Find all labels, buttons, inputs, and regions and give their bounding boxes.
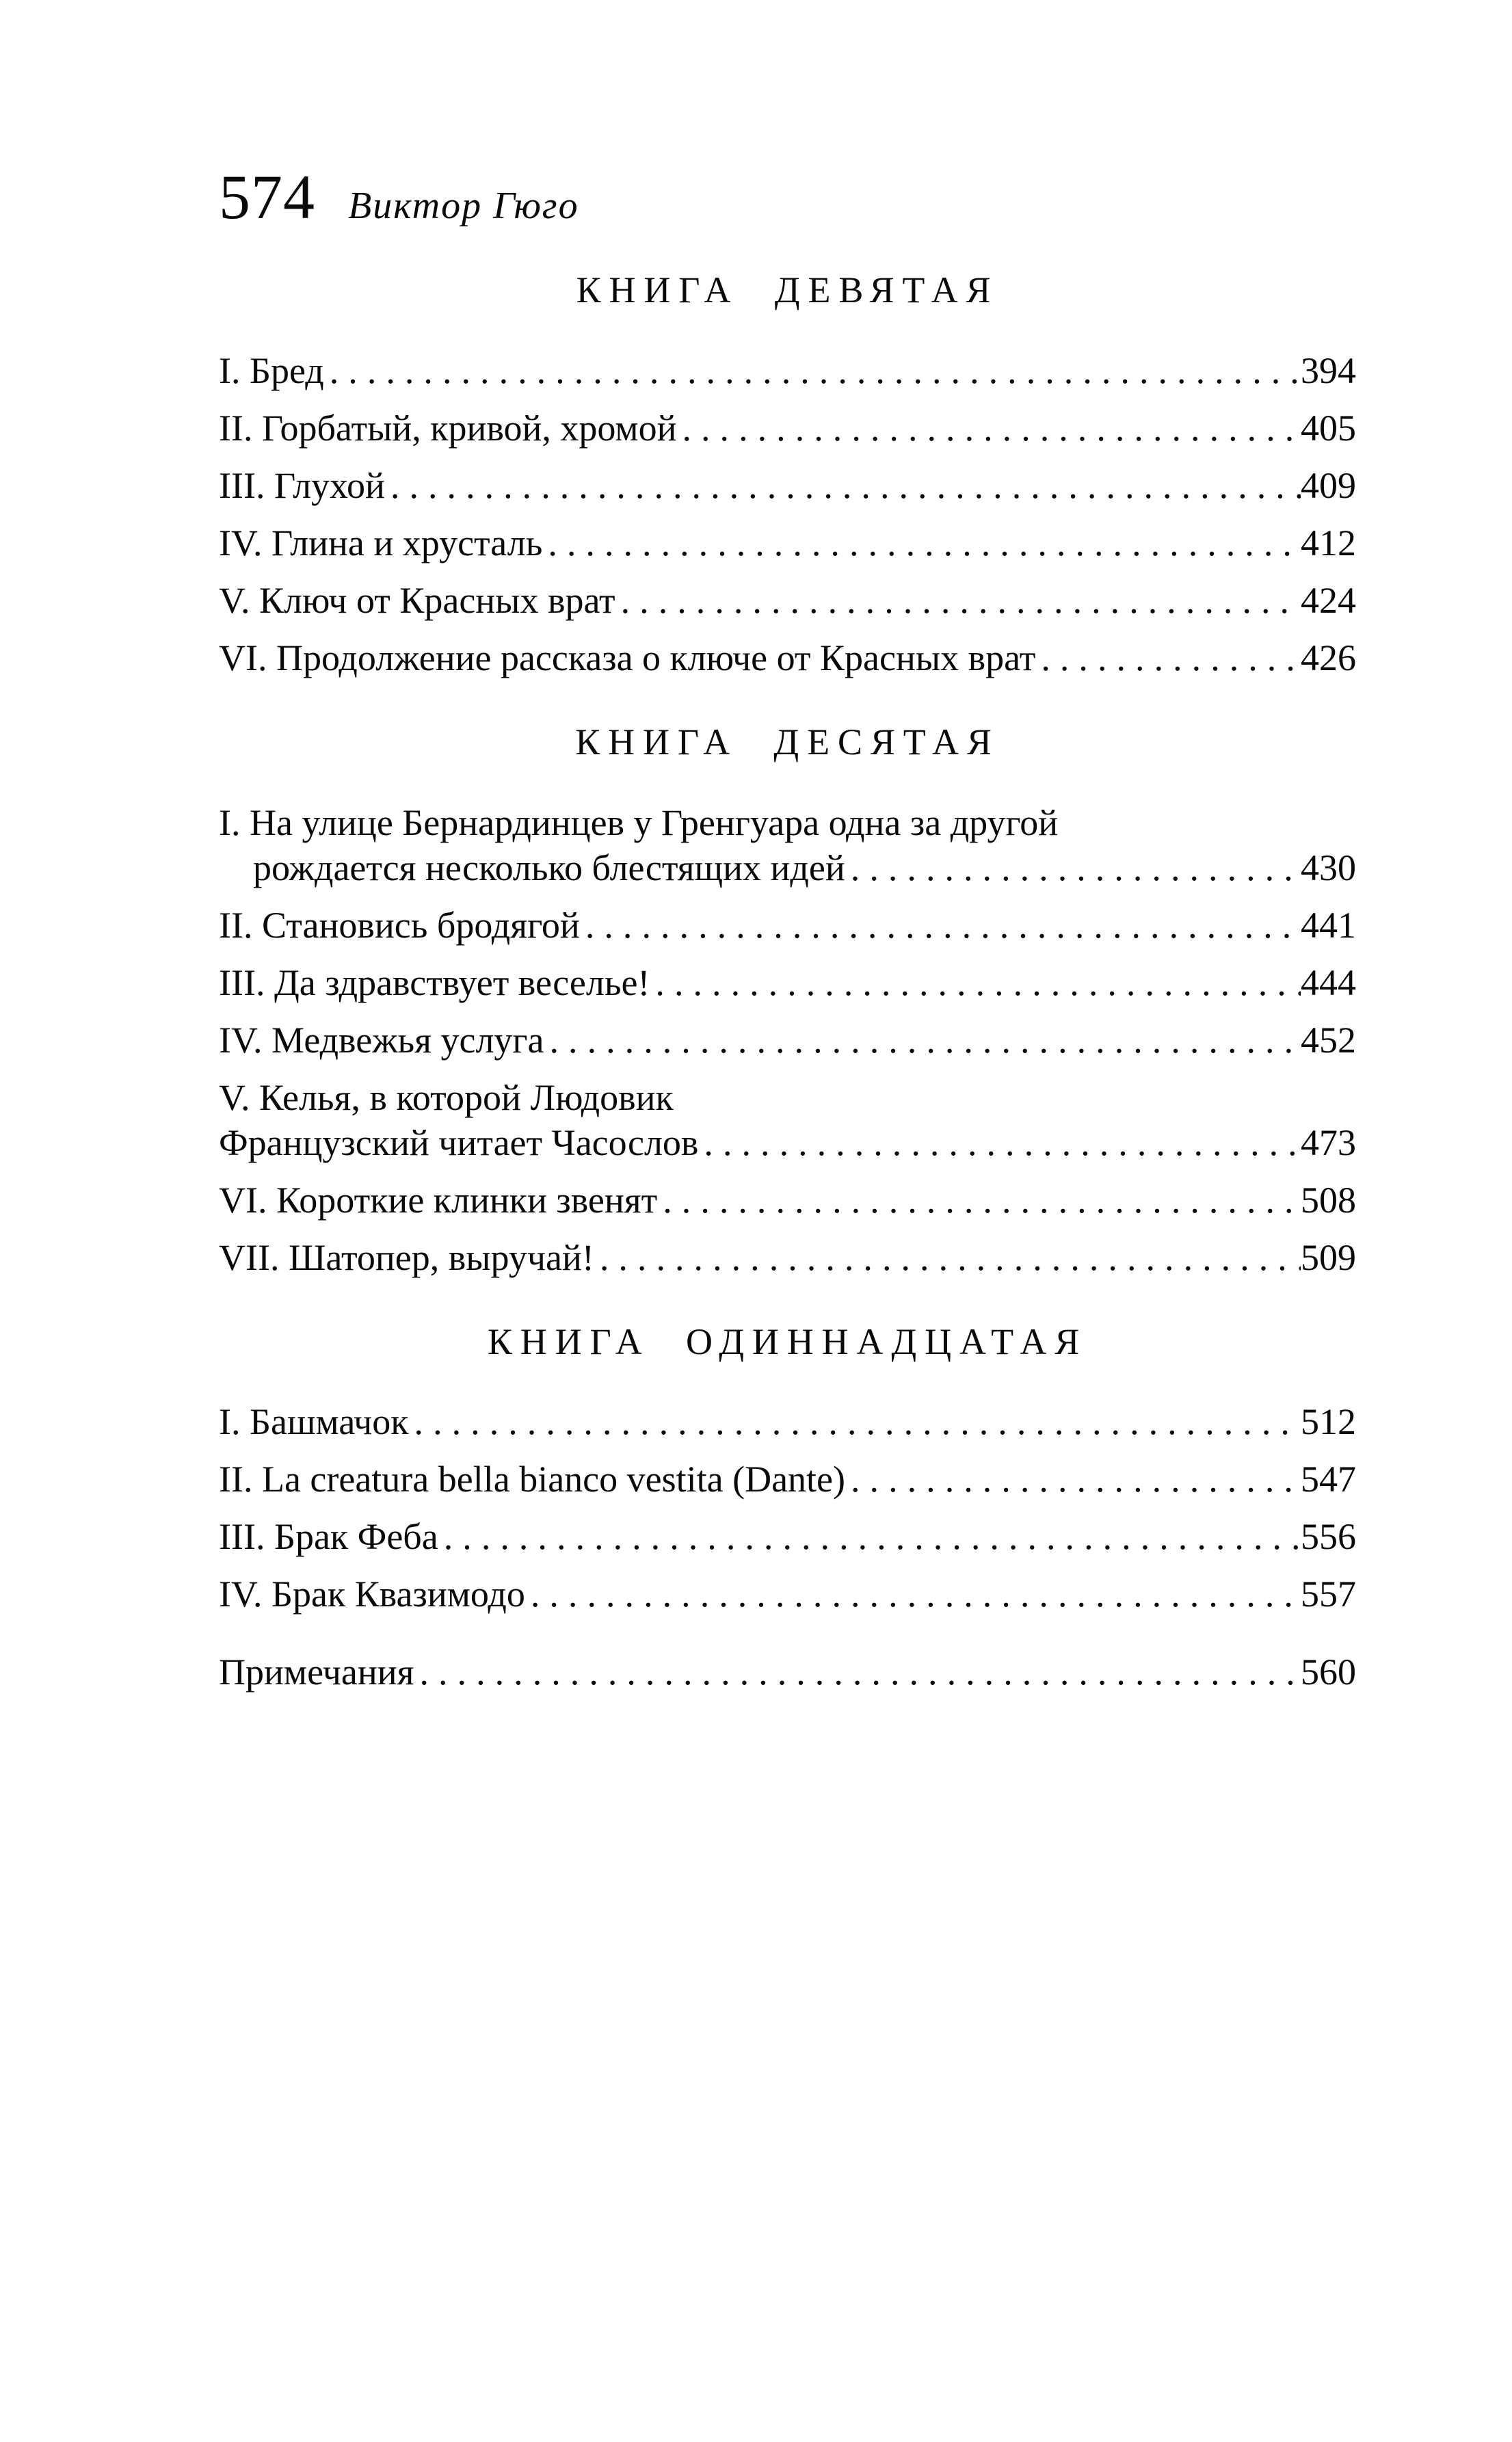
entry-title-line1: I. На улице Бернардинцев у Гренгуара одна за другой — [219, 801, 1059, 843]
dot-leader — [414, 1399, 1301, 1444]
toc-entry — [219, 1571, 1356, 1617]
dot-leader — [531, 1571, 1301, 1617]
entry-title: II. La creatura bella bianco vestita (Dante) — [219, 1459, 845, 1500]
toc-entry — [219, 406, 1356, 451]
running-head — [219, 162, 1356, 232]
entry-title: I. Бред — [219, 349, 324, 391]
dot-leader — [655, 960, 1301, 1005]
entry-page: 473 — [1301, 1122, 1356, 1163]
book-heading-nine: КНИГА ДЕВЯТАЯ — [576, 269, 999, 310]
dot-leader — [444, 1514, 1301, 1559]
dot-leader — [851, 1457, 1301, 1502]
toc-entry — [219, 578, 1356, 623]
toc-entry — [219, 903, 1356, 948]
toc-entry-notes — [219, 1649, 1356, 1695]
dot-leader — [851, 845, 1301, 890]
toc-entry — [219, 348, 1356, 393]
entry-page: 412 — [1301, 522, 1356, 563]
entry-title-line1: V. Келья, в которой Людовик — [219, 1076, 674, 1118]
entry-page: 394 — [1301, 349, 1356, 391]
dot-leader — [585, 903, 1301, 948]
book-nine-entries — [219, 348, 1356, 680]
entry-page: 441 — [1301, 904, 1356, 946]
dot-leader — [621, 578, 1301, 623]
toc-entry — [219, 1514, 1356, 1559]
entry-title: III. Да здравствует веселье! — [219, 961, 650, 1003]
book-heading-eleven: КНИГА ОДИННАДЦАТАЯ — [487, 1320, 1088, 1362]
entry-title: II. Становись бродягой — [219, 904, 580, 946]
entry-title: VI. Продолжение рассказа о ключе от Красных врат — [219, 637, 1036, 678]
toc-entry — [219, 463, 1356, 508]
toc-entry — [219, 1018, 1356, 1063]
toc-entry — [219, 960, 1356, 1005]
toc-entry — [219, 1457, 1356, 1502]
book-heading-ten: КНИГА ДЕСЯТАЯ — [575, 721, 1000, 762]
entry-page: 547 — [1301, 1459, 1356, 1500]
dot-leader — [600, 1235, 1301, 1280]
toc-entry — [219, 520, 1356, 566]
entry-title: IV. Брак Квазимодо — [219, 1574, 525, 1615]
entry-title: III. Брак Феба — [219, 1516, 438, 1558]
entry-page: 405 — [1301, 407, 1356, 449]
dot-leader — [550, 1018, 1301, 1063]
entry-title: IV. Медвежья услуга — [219, 1019, 544, 1061]
dot-leader — [419, 1649, 1301, 1695]
entry-title: VI. Короткие клинки звенят — [219, 1179, 658, 1221]
entry-page: 512 — [1301, 1401, 1356, 1443]
toc-entry — [219, 1178, 1356, 1223]
entry-page: 426 — [1301, 637, 1356, 678]
entry-page: 556 — [1301, 1516, 1356, 1558]
entry-title: III. Глухой — [219, 464, 385, 506]
toc-entry — [219, 1399, 1356, 1444]
dot-leader — [663, 1178, 1301, 1223]
entry-page: 424 — [1301, 579, 1356, 621]
book-eleven-entries — [219, 1399, 1356, 1617]
entry-page: 452 — [1301, 1019, 1356, 1061]
dot-leader — [390, 463, 1301, 508]
entry-title: Примечания — [219, 1651, 414, 1693]
entry-page: 560 — [1301, 1651, 1356, 1693]
entry-page: 409 — [1301, 464, 1356, 506]
dot-leader — [704, 1120, 1301, 1165]
entry-page: 508 — [1301, 1179, 1356, 1221]
entry-title: V. Ключ от Красных врат — [219, 579, 615, 621]
entry-title: VII. Шатопер, выручай! — [219, 1236, 594, 1278]
toc-entry — [219, 1075, 1356, 1165]
entry-page: 444 — [1301, 961, 1356, 1003]
entry-title: II. Горбатый, кривой, хромой — [219, 407, 677, 449]
toc-entry — [219, 635, 1356, 680]
entry-title-line2: Французский читает Часослов — [219, 1122, 699, 1163]
toc-entry — [219, 800, 1356, 890]
entry-page: 430 — [1301, 847, 1356, 888]
dot-leader — [330, 348, 1301, 393]
page-folio-number: 574 — [219, 162, 315, 232]
book-ten-entries — [219, 800, 1356, 1280]
entry-page: 509 — [1301, 1236, 1356, 1278]
toc-entry — [219, 1235, 1356, 1280]
entry-title-line2: рождается несколько блестящих идей — [253, 847, 845, 888]
dot-leader — [1041, 635, 1301, 680]
entry-page: 557 — [1301, 1574, 1356, 1615]
entry-title: I. Башмачок — [219, 1401, 409, 1443]
entry-title: IV. Глина и хрусталь — [219, 522, 543, 563]
dot-leader — [548, 520, 1301, 566]
running-title-author: Виктор Гюго — [348, 185, 579, 227]
dot-leader — [682, 406, 1301, 451]
